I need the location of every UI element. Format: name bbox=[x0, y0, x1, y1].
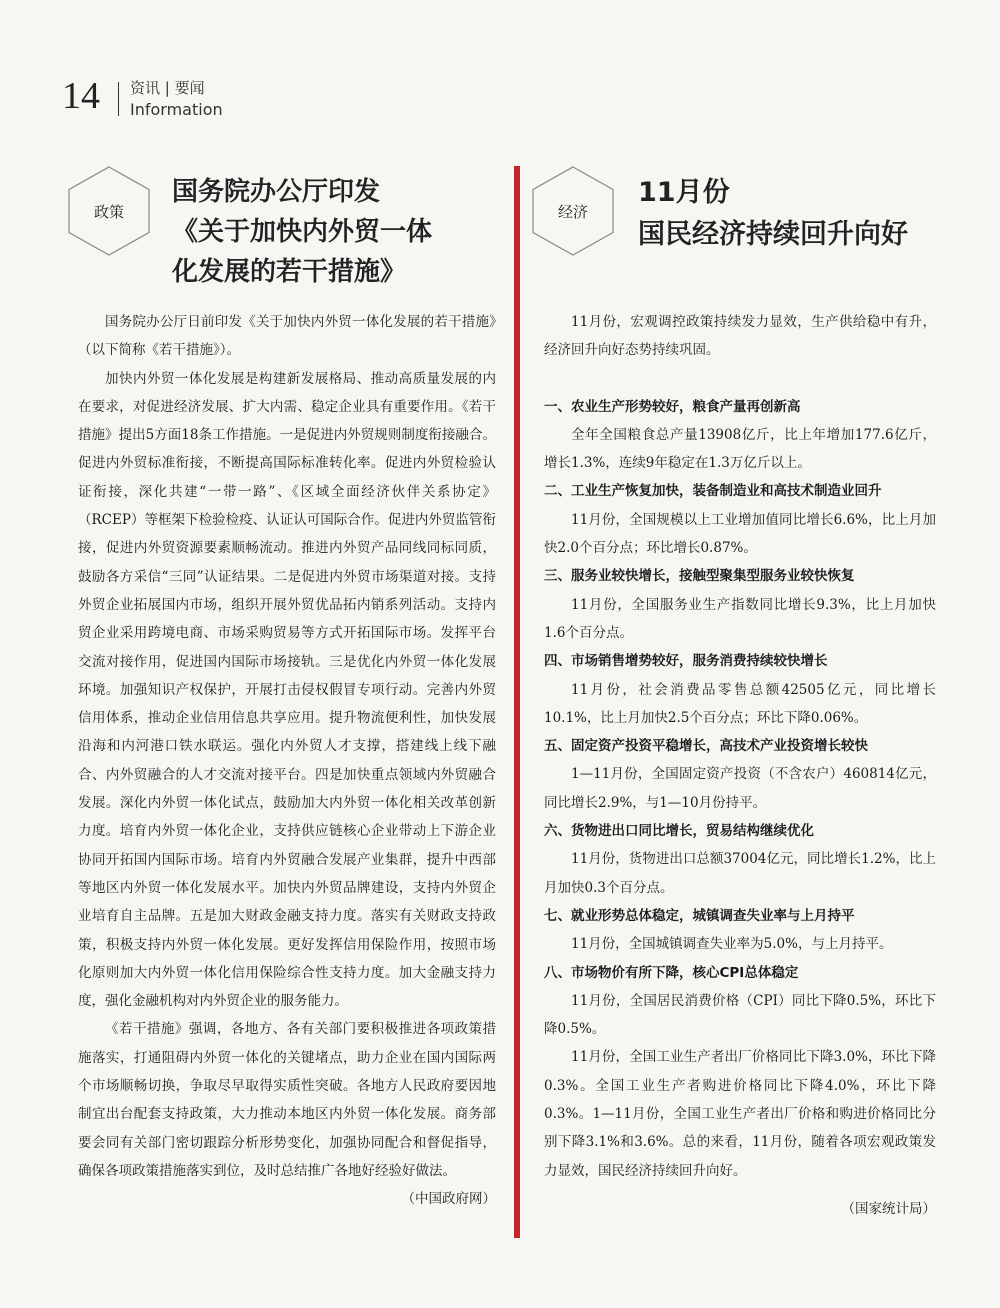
title-line: 国民经济持续回升向好 bbox=[638, 219, 908, 250]
section-label-en: Information bbox=[130, 100, 223, 119]
policy-tag bbox=[68, 166, 150, 260]
economy-tag-label: 经济 bbox=[557, 202, 588, 221]
section-heading: 七、就业形势总体稳定，城镇调查失业率与上月持平 bbox=[544, 907, 855, 924]
section-heading: 四、市场销售增势较好，服务消费持续较快增长 bbox=[544, 653, 828, 670]
paragraph: 11月份，全国居民消费价格（CPI）同比下降0.5%，环比下降0.5%。 bbox=[544, 992, 936, 1038]
paragraph: 加快内外贸一体化发展是构建新发展格局、推动高质量发展的内在要求，对促进经济发展、扩大内需、稳定企业具有重要作用。《若干措施》提出5方面18条工作措施。一是促进内外贸规则制度衔接融合。促进内外贸标准衔接，不断提高国际标准转化率。促进内外贸检验认证衔接，深化共建“一带一路”、《区域全面经济伙伴关系协定》（RCEP）等框架下检验检疫、认证认可国际合作。促进内外贸监管衔接，促进内外贸资源要素顺畅流动。推进内外贸产品同线同标同质，鼓励各方采信“三同”认证结果。二是促进内外贸市场渠道对接。支持外贸企业拓展国内市场，组织开展外贸优品拓内销系列活动。支持内贸企业采用跨境电商、市场采购贸易等方式开拓国际市场。发挥平台交流对接作用，促进国内国际市场接轨。三是优化内外贸一体化发展环境。加强知识产权保护，开展打击侵权假冒专项行动。完善内外贸信用体系，推动企业信用信息共享应用。提升物流便利性，加快发展沿海和内河港口铁水联运。强化内外贸人才支撑，搭建线上线下融合、内外贸融合的人才交流对接平台。四是加快重点领域内外贸融合发展。深化内外贸一体化试点，鼓励加大内外贸一体化相关改革创新力度。培育内外贸一体化企业，支持供应链核心企业带动上下游企业协同开拓国内国际市场。培育内外贸融合发展产业集群，提升中西部等地区内外贸一体化发展水平。加快内外贸品牌建设，支持内外贸企业培育自主品牌。五是加大财政金融支持力度。落实有关财政支持政策，积极支持内外贸一体化发展。更好发挥信用保险作用，按照市场化原则加大内外贸一体化信用保险综合性支持力度。加大金融支持力度，强化金融机构对内外贸企业的服务能力。 bbox=[78, 370, 496, 1010]
paragraph: 11月份，全国服务业生产指数同比增长9.3%，比上月加快1.6个百分点。 bbox=[544, 596, 936, 641]
section-heading: 六、货物进出口同比增长，贸易结构继续优化 bbox=[544, 823, 814, 840]
column-divider bbox=[514, 166, 520, 1238]
policy-article-body bbox=[78, 308, 496, 1214]
section-heading: 三、服务业较快增长，接触型聚集型服务业较快恢复 bbox=[544, 568, 855, 585]
paragraph: 11月份，社会消费品零售总额42505亿元，同比增长10.1%，比上月加快2.5个百分点；环比下降0.06%。 bbox=[544, 681, 936, 726]
paragraph: 国务院办公厅日前印发《关于加快内外贸一体化发展的若干措施》（以下简称《若干措施》）。 bbox=[78, 314, 496, 359]
paragraph: 《若干措施》强调，各地方、各有关部门要积极推进各项政策措施落实，打通阻碍内外贸一体化的关键堵点，助力企业在国内国际两个市场顺畅切换，争取尽早取得实质性突破。各地方人民政府要因地制宜出台配套支持政策，大力推动本地区内外贸一体化发展。商务部要会同有关部门密切跟踪分析形势变化，加强协同配合和督促指导，确保各项政策措施落实到位，及时总结推广各地好经验好做法。 bbox=[78, 1021, 496, 1179]
paragraph: 11月份，全国规模以上工业增加值同比增长6.6%，比上月加快2.0个百分点；环比增长0.87%。 bbox=[544, 511, 936, 557]
section-label-cn: 资讯 | 要闻 bbox=[130, 79, 205, 97]
section-heading: 一、农业生产形势较好，粮食产量再创新高 bbox=[544, 398, 801, 415]
policy-tag-label: 政策 bbox=[93, 202, 124, 221]
section-heading: 五、固定资产投资平稳增长，高技术产业投资增长较快 bbox=[544, 738, 868, 755]
title-line: 化发展的若干措施》 bbox=[172, 257, 407, 287]
paragraph: 11月份，货物进出口总额37004亿元，同比增长1.2%，比上月加快0.3个百分点。 bbox=[544, 851, 936, 896]
article-source: （国家统计局） bbox=[841, 1200, 936, 1217]
paragraph: 11月份，全国城镇调查失业率为5.0%，与上月持平。 bbox=[571, 936, 893, 953]
article-source: （中国政府网） bbox=[401, 1191, 496, 1208]
economy-article-body bbox=[544, 308, 936, 1223]
intro-paragraph: 11月份，宏观调控政策持续发力显效，生产供给稳中有升，经济回升向好态势持续巩固。 bbox=[544, 314, 936, 359]
page-number: 14 bbox=[62, 75, 100, 117]
paragraph: 1—11月份，全国固定资产投资（不含农户）460814亿元，同比增长2.9%，与1—10月份持平。 bbox=[544, 766, 936, 811]
title-line: 11月份 bbox=[638, 177, 730, 208]
policy-article-title bbox=[172, 172, 502, 292]
spacer bbox=[544, 365, 936, 393]
title-line: 《关于加快内外贸一体 bbox=[172, 217, 433, 247]
economy-article-title bbox=[638, 172, 938, 256]
economy-tag bbox=[532, 166, 614, 260]
section-heading: 八、市场物价有所下降，核心CPI总体稳定 bbox=[544, 964, 799, 981]
title-line: 国务院办公厅印发 bbox=[172, 177, 381, 207]
paragraph: 全年全国粮食总产量13908亿斤，比上年增加177.6亿斤，增长1.3%，连续9年稳定在1.3万亿斤以上。 bbox=[544, 426, 936, 472]
section-heading: 二、工业生产恢复加快，装备制造业和高技术制造业回升 bbox=[544, 483, 882, 500]
header-divider bbox=[118, 82, 119, 116]
paragraph: 11月份，全国工业生产者出厂价格同比下降3.0%，环比下降0.3%。全国工业生产者购进价格同比下降4.0%，环比下降0.3%。1—11月份，全国工业生产者出厂价格和购进价格同比分别下降3.1%和3.6%。总的来看，11月份，随着各项宏观政策发力显效，国民经济持续回升向好。 bbox=[544, 1049, 936, 1179]
